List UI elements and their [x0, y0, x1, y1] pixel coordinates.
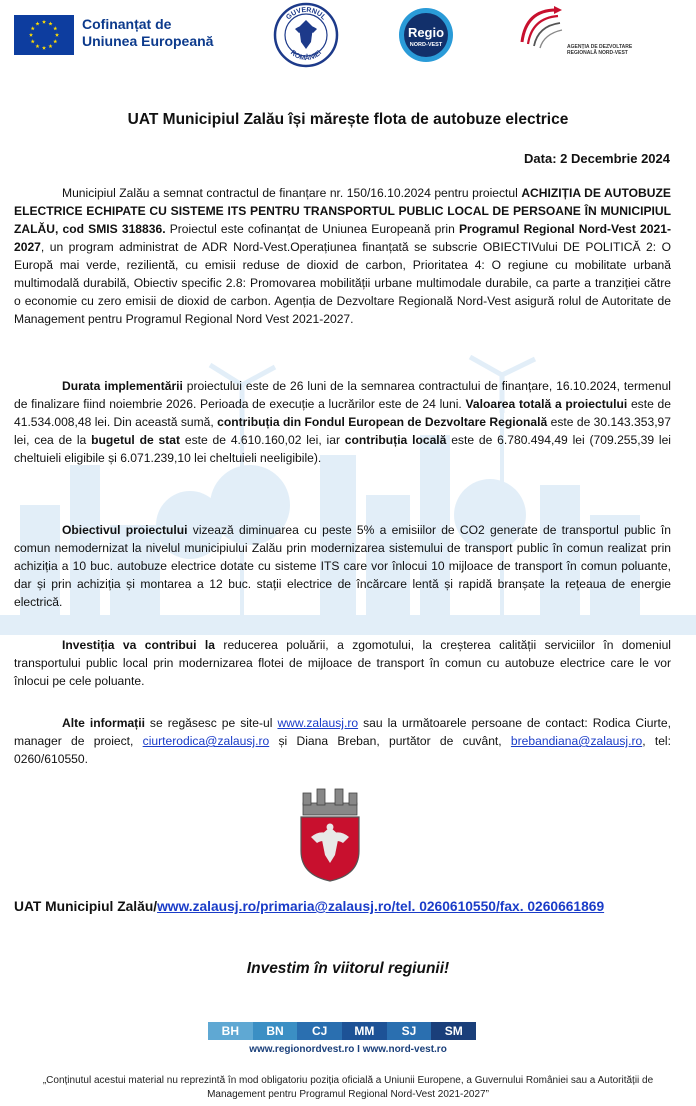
regio-logo-sub: NORD-VEST	[409, 42, 443, 48]
regio-logo-main: Regio	[407, 25, 445, 40]
regional-websites: www.regionordvest.ro I www.nord-vest.ro	[249, 1044, 447, 1055]
region-county-sm: SM	[431, 1022, 476, 1040]
release-date: Data: 2 Decembrie 2024	[524, 151, 670, 166]
eu-disclaimer: „Conținutul acestui material nu reprezintă în mod obligatoriu poziția oficială a Uniunii Europene, a Guvernului României sau a Autorității de Management pentru Programul Regional Nord-Vest 2021-2027”	[42, 1075, 654, 1100]
paragraph-investment-impact: Investiția va contribui la reducerea poluării, a zgomotului, la creșterea calității serviciilor în domeniul transportului public local prin modernizarea flotei de mijloace de transport în comun cu autobuze electrice care le vor înlocui pe cele poluante.	[14, 638, 671, 688]
project-name: ACHIZIȚIA DE AUTOBUZE ELECTRICE ECHIPATE CU SISTEME ITS PENTRU TRANSPORTUL PUBLIC LOCAL DE PERSOANE ÎN MUNICIPIUL ZALĂU, cod SMIS 318836.	[14, 186, 671, 236]
project-manager-email-link[interactable]: ciurterodica@zalausj.ro	[142, 734, 270, 748]
adr-logo-text: AGENȚIA DE DEZVOLTARE REGIONALĂ NORD-VEST	[567, 44, 633, 56]
region-county-bn: BN	[253, 1022, 298, 1040]
eu-cofinancing-logo	[82, 16, 213, 50]
paragraph-contact-info: Alte informații se regăsesc pe site-ul www.zalausj.ro sau la următoarele persoane de contact: Rodica Ciurte, manager de proiect, ciurterodica@zalausj.ro și Diana Breban, purtător de cuvânt, brebandiana@zalausj.ro, tel: 0260/610550.	[14, 716, 671, 766]
footer-contact-line: UAT Municipiul Zalău/www.zalausj.ro/primaria@zalausj.ro/tel. 0260610550/fax. 0260661869	[14, 899, 605, 914]
romanian-government-seal-icon	[273, 2, 339, 68]
region-county-cj: CJ	[297, 1022, 342, 1040]
region-county-bh: BH	[208, 1022, 253, 1040]
region-county-sj: SJ	[387, 1022, 432, 1040]
spokesperson-email-link[interactable]: brebandiana@zalausj.ro	[510, 734, 643, 748]
press-release-title: UAT Municipiul Zalău își mărește flota de autobuze electrice	[127, 111, 569, 128]
gov-seal-top-text: GUVERNUL	[285, 6, 327, 22]
slogan: Investim în viitorul regiunii!	[246, 960, 450, 977]
paragraph-project-objective: Obiectivul proiectului vizează diminuarea cu peste 5% a emisiilor de CO2 generate de transportul public în comun nemodernizat la nivelul municipiului Zalău prin modernizarea sistemului de transport public în comun realizat prin achiziția a 10 buc. autobuze electrice dotate cu sisteme ITS care vor înlocui 10 mijloace de transport în comun poluante, dar și prin achiziția și montarea a 12 buc. stații electrice de încărcare lentă și rapidă branșate la rețeaua de energie electrică.	[14, 523, 671, 609]
paragraph-project-intro: Municipiul Zalău a semnat contractul de finanțare nr. 150/16.10.2024 pentru proiectul ACHIZIȚIA DE AUTOBUZE ELECTRICE ECHIPATE CU SISTEME ITS PENTRU TRANSPORTUL PUBLIC LOCAL DE PERSOANE ÎN MUNICIPIUL ZALĂU, cod SMIS 318836. Proiectul este cofinanțat de Uniunea Europeană prin Programul Regional Nord-Vest 2021-2027, un program administrat de ADR Nord-Vest.Operațiunea finanțată se subscrie OBIECTIVului DE POLITICĂ 2: O Europă mai verde, rezilientă, cu emisii reduse de dioxid de carbon, Prioritatea 4: O regiune cu mobilitate urbană multimodală durabilă, Obiectiv specific 2.8: Promovarea mobilității urbane multimodale durabile, ca parte a tranziției către o economie cu zero emisii de dioxid de carbon. Agenția de Dezvoltare Regională Nord-Vest asigură rolul de Autoritate de Management pentru Programul Regional Nord Vest 2021-2027.	[14, 186, 671, 326]
website-link[interactable]: www.zalausj.ro	[277, 716, 359, 730]
eu-flag-icon	[14, 15, 74, 55]
eu-logo-line1: Cofinanțat de	[82, 16, 172, 32]
zalau-coat-of-arms-icon	[297, 787, 363, 883]
region-county-bar	[208, 1022, 476, 1040]
region-county-mm: MM	[342, 1022, 387, 1040]
gov-seal-bottom-text: ROMÂNIEI	[288, 49, 324, 63]
program-name: Programul Regional Nord-Vest 2021-2027	[14, 222, 671, 254]
eu-logo-line2: Uniunea Europeană	[82, 33, 214, 49]
header-logos	[0, 0, 696, 70]
regio-nord-vest-logo	[398, 7, 454, 63]
footer-contact-links[interactable]: www.zalausj.ro/primaria@zalausj.ro/tel. 0260610550/fax. 0260661869	[157, 899, 605, 914]
paragraph-duration-budget: Durata implementării proiectului este de 26 luni de la semnarea contractului de finanțare, 16.10.2024, termenul de finalizare fiind noiembrie 2026. Perioada de execuție a lucrărilor este de 24 luni. Valoarea totală a proiectului este de 41.534.008,48 lei. Din această sumă, contribuția din Fondul European de Dezvoltare Regională este de 30.143.353,97 lei, cea de la bugetul de stat este de 4.610.160,02 lei, iar contribuția locală este de 6.780.494,49 lei (709.255,39 lei cheltuieli eligibile și 6.071.239,10 lei cheltuieli neeligibile).	[14, 379, 672, 465]
